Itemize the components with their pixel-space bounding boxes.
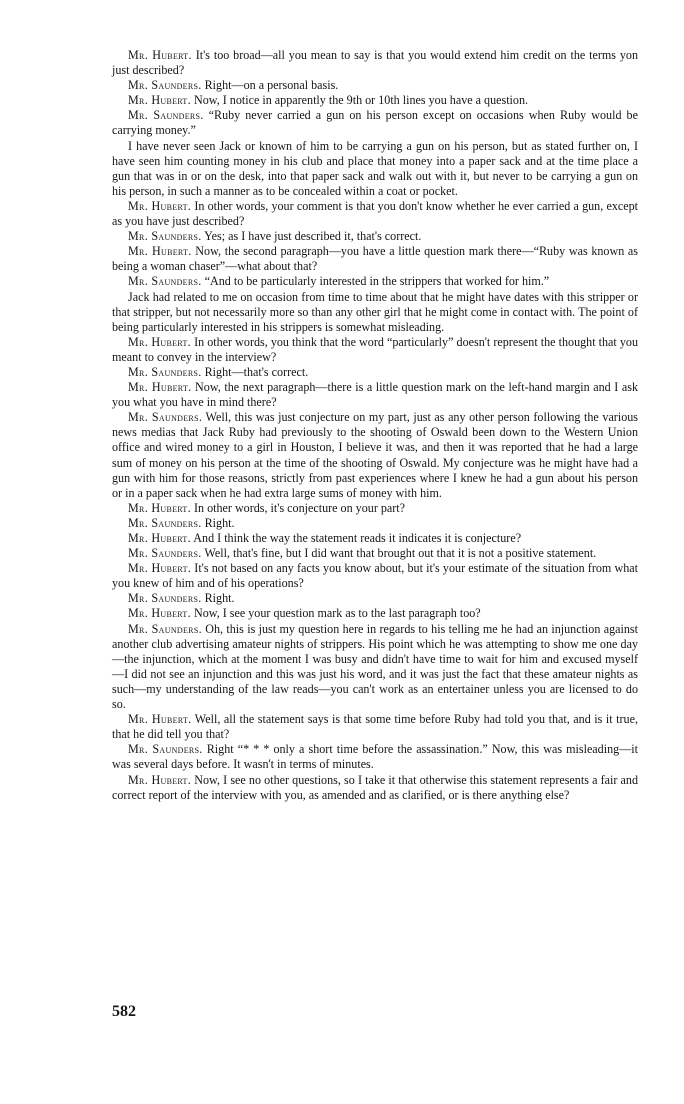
speaker: Mr. Hubert. <box>128 244 192 259</box>
speaker: Mr. Hubert. <box>128 606 191 621</box>
utterance: I have never seen Jack or known of him to be carrying a gun on his person, but as stated further on, I have seen him counting money in his club and place that money into a paper sack and at the time place a gun that was in or on the desk, into that paper sack and walk out with it, but never to be carrying a gun on his person, in such a manner as to be concealed within a coat or pocket. <box>112 138 638 198</box>
utterance: In other words, your comment is that you don't know whether he ever carried a gun, except as you have just described? <box>112 198 639 229</box>
utterance: Well, all the statement says is that some time before Ruby had told you that, and is it true, that he did tell you that? <box>112 712 638 742</box>
speaker: Mr. Saunders. <box>128 742 203 757</box>
speaker: Mr. Hubert. <box>128 772 192 787</box>
utterance: Well, this was just conjecture on my part, just as any other person following the various news medias that Jack Ruby had previously to the shooting of Oswald been down to the Western Union office and wired money to a girl in Houston, I believe it was, and then it was reported that he had a large sum of money on his person at the time of the shooting of Oswald. My conjecture was he might have had a gun with him for those reasons, strictly from past experiences where I knew he had a gun about his person or in a paper sack when he had extra large sums of money with him. <box>112 410 638 500</box>
utterance: It's too broad—all you mean to say is that you would extend him credit on the terms yon just described? <box>112 48 639 78</box>
utterance: Yes; as I have just described it, that's correct. <box>204 229 422 244</box>
utterance: Right. <box>204 591 235 606</box>
speaker: Mr. Hubert. <box>128 198 192 213</box>
speaker: Mr. Saunders. <box>128 274 202 289</box>
utterance: It's not based on any facts you know about, but it's your estimate of the situation from what you knew of him and of his operations? <box>112 561 639 591</box>
paragraph <box>112 139 638 199</box>
speaker: Mr. Saunders. <box>128 515 202 530</box>
utterance: Right—on a personal basis. <box>204 78 339 93</box>
paragraph <box>112 712 638 742</box>
paragraph <box>112 410 638 501</box>
utterance: Right—that's correct. <box>204 364 309 379</box>
utterance: In other words, it's conjecture on your part? <box>193 500 406 515</box>
paragraph <box>112 274 638 289</box>
paragraph <box>112 229 638 244</box>
paragraph <box>112 93 638 108</box>
utterance: And I think the way the statement reads it indicates it is conjecture? <box>193 531 522 545</box>
paragraph <box>112 606 638 621</box>
utterance: In other words, you think that the word “particularly” doesn't represent the thought that you meant to convey in the interview? <box>112 334 638 364</box>
paragraph <box>112 290 638 335</box>
paragraph <box>112 501 638 516</box>
transcript-body <box>112 48 638 803</box>
paragraph <box>112 199 638 229</box>
paragraph <box>112 516 638 531</box>
speaker: Mr. Hubert. <box>128 334 191 349</box>
speaker: Mr. Saunders. <box>128 78 202 93</box>
speaker: Mr. Hubert. <box>128 561 192 576</box>
utterance: Now, I see your question mark as to the last paragraph too? <box>193 606 481 621</box>
speaker: Mr. Hubert. <box>128 531 191 545</box>
utterance: Right “* * * only a short time before the assassination.” Now, this was misleading—it was several days before. It wasn't in terms of minutes. <box>112 742 638 772</box>
utterance: “Ruby never carried a gun on his person except on occasions when Ruby would be carrying money.” <box>112 108 638 138</box>
paragraph <box>112 622 638 713</box>
utterance: Now, I see no other questions, so I take it that otherwise this statement represents a fair and correct report of the interview with you, as amended and as clarified, or is there anything else? <box>112 772 638 802</box>
paragraph <box>112 546 638 561</box>
speaker: Mr. Saunders. <box>128 621 202 636</box>
paragraph <box>112 591 638 606</box>
speaker: Mr. Saunders. <box>128 108 204 123</box>
speaker: Mr. Saunders. <box>128 364 202 379</box>
utterance: Jack had related to me on occasion from time to time about that he might have dates with this stripper or that stripper, but not necessarily more so than any other girl that he might come in contact with. The point of being particularly interested in his strippers is somewhat misleading. <box>112 289 638 334</box>
page-number: 582 <box>112 1003 136 1020</box>
speaker: Mr. Hubert. <box>128 48 192 62</box>
paragraph <box>112 78 638 93</box>
utterance: Oh, this is just my question here in regards to his telling me he had an injunction against another club advertising amateur nights of strippers. His point which he was attempting to show me one day—the injunction, which at the moment I was busy and didn't have time to wait for him and excused myself—I did not see an injunction and this was just his word, and it was just the fact that these amateur nights as such—my understanding of the law reads—you can't work as an entertainer unless you are licensed to do so. <box>112 621 638 712</box>
paragraph <box>112 244 638 274</box>
paragraph <box>112 561 638 591</box>
paragraph <box>112 380 638 410</box>
utterance: Well, that's fine, but I did want that brought out that it is not a positive statement. <box>204 546 597 561</box>
paragraph <box>112 531 638 546</box>
paragraph <box>112 365 638 380</box>
speaker: Mr. Hubert. <box>128 380 192 395</box>
utterance: Now, the second paragraph—you have a little question mark there—“Ruby was known as being a woman chaser”—what about that? <box>112 244 639 274</box>
paragraph <box>112 335 638 365</box>
paragraph <box>112 48 638 78</box>
utterance: Now, the next paragraph—there is a little question mark on the left-hand margin and I ask you what you have in mind there? <box>112 380 638 410</box>
paragraph <box>112 742 638 772</box>
speaker: Mr. Saunders. <box>128 229 202 244</box>
speaker: Mr. Hubert. <box>128 712 192 727</box>
speaker: Mr. Saunders. <box>128 591 202 606</box>
speaker: Mr. Saunders. <box>128 546 202 561</box>
utterance: Right. <box>204 515 235 530</box>
speaker: Mr. Saunders. <box>128 410 203 425</box>
paragraph <box>112 773 638 803</box>
utterance: Now, I notice in apparently the 9th or 10th lines you have a question. <box>193 93 529 108</box>
speaker: Mr. Hubert. <box>128 93 191 108</box>
paragraph <box>112 108 638 138</box>
speaker: Mr. Hubert. <box>128 500 191 515</box>
utterance: “And to be particularly interested in the strippers that worked for him.” <box>204 274 550 289</box>
